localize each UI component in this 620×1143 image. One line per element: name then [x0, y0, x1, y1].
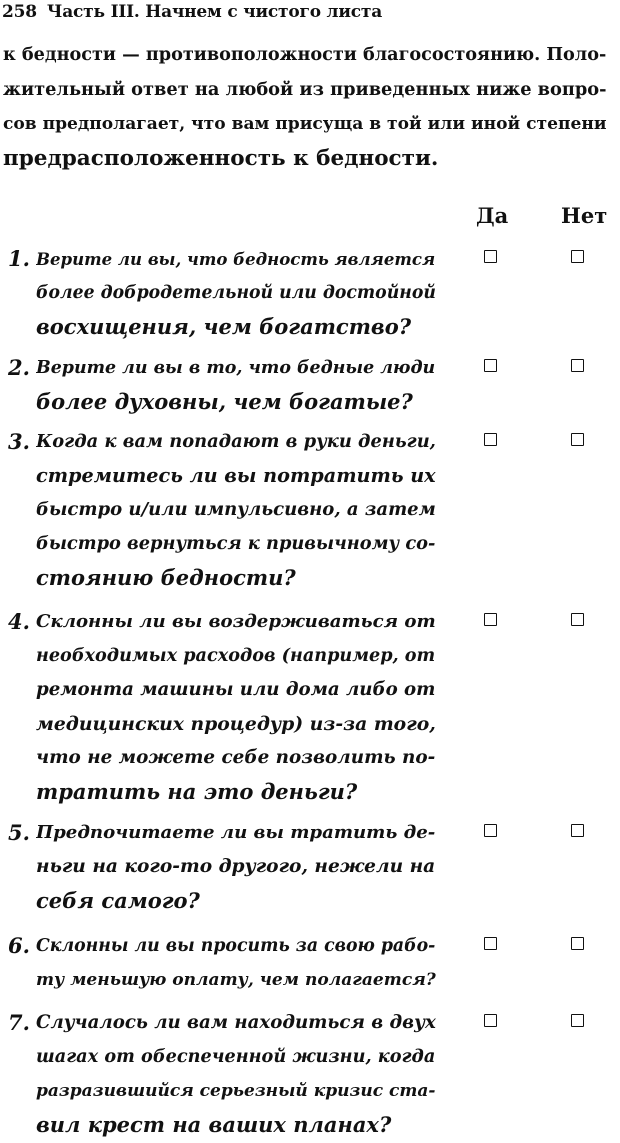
- intro-line: жительный ответ на любой из приведенных ниже вопро-: [3, 78, 607, 100]
- question-line: что не можете себе позволить по-: [36, 747, 436, 768]
- question-line: более духовны, чем богатые?: [36, 389, 413, 414]
- question-number: 4.: [8, 609, 30, 634]
- question-line: разразившийся серьезный кризис ста-: [36, 1081, 436, 1101]
- question-line: Когда к вам попадают в руки деньги,: [36, 431, 436, 452]
- question-line: шагах от обеспеченной жизни, когда: [36, 1046, 436, 1067]
- intro-line: сов предполагает, что вам присуща в той или иной степени: [3, 114, 607, 134]
- checkbox-no[interactable]: [571, 433, 584, 446]
- question-line: Склонны ли вы просить за свою рабо-: [36, 936, 436, 956]
- checkbox-yes[interactable]: [484, 937, 497, 950]
- checkbox-yes[interactable]: [484, 250, 497, 263]
- question-line: Предпочитаете ли вы тратить де-: [36, 822, 436, 843]
- column-header-no: Нет: [561, 203, 608, 228]
- checkbox-yes[interactable]: [484, 359, 497, 372]
- question-line: более добродетельной или достойной: [36, 283, 436, 303]
- question-line: ремонта машины или дома либо от: [36, 679, 436, 700]
- intro-line: к бедности — противоположности благосостоянию. Поло-: [3, 44, 607, 65]
- question-line: необходимых расходов (например, от: [36, 645, 436, 666]
- question-line: ту меньшую оплату, чем полагается?: [36, 970, 436, 990]
- question-text: [36, 242, 440, 344]
- checkbox-yes[interactable]: [484, 1014, 497, 1027]
- question-text: [36, 351, 440, 419]
- question-line: ньги на кого-то другого, нежели на: [36, 856, 436, 877]
- question-text: [36, 929, 440, 997]
- question-text: [36, 605, 440, 809]
- checkbox-no[interactable]: [571, 250, 584, 263]
- page-number: 258: [2, 2, 37, 22]
- intro-paragraph: [3, 38, 613, 176]
- question-line: тратить на это деньги?: [36, 779, 358, 804]
- checkbox-no[interactable]: [571, 824, 584, 837]
- question-line: Случалось ли вам находиться в двух: [36, 1012, 436, 1033]
- question-number: 1.: [8, 246, 30, 271]
- checkbox-no[interactable]: [571, 359, 584, 372]
- question-line: себя самого?: [36, 888, 200, 913]
- question-text: [36, 1006, 440, 1142]
- question-number: 7.: [8, 1010, 30, 1035]
- question-text: [36, 816, 440, 918]
- question-number: 5.: [8, 820, 30, 845]
- question-line: быстро и/или импульсивно, а затем: [36, 499, 436, 520]
- checkbox-yes[interactable]: [484, 433, 497, 446]
- checkbox-no[interactable]: [571, 1014, 584, 1027]
- question-line: быстро вернуться к привычному со-: [36, 533, 436, 554]
- question-line: Верите ли вы, что бедность является: [36, 249, 436, 269]
- checkbox-no[interactable]: [571, 937, 584, 950]
- question-line: восхищения, чем богатство?: [36, 314, 412, 339]
- question-line: вил крест на ваших планах?: [36, 1112, 392, 1137]
- question-line: Склонны ли вы воздерживаться от: [36, 611, 436, 632]
- question-number: 2.: [8, 355, 30, 380]
- question-line: стремитесь ли вы потратить их: [36, 464, 436, 487]
- intro-line: предрасположенность к бедности.: [3, 145, 439, 171]
- question-line: медицинских процедур) из-за того,: [36, 713, 436, 735]
- column-header-yes: Да: [476, 203, 509, 228]
- running-title: Часть III. Начнем с чистого листа: [46, 2, 383, 22]
- question-text: [36, 425, 440, 595]
- question-number: 6.: [8, 933, 30, 958]
- running-head: [2, 2, 382, 22]
- question-line: Верите ли вы в то, что бедные люди: [36, 358, 436, 378]
- question-number: 3.: [8, 429, 30, 454]
- checkbox-no[interactable]: [571, 613, 584, 626]
- checkbox-yes[interactable]: [484, 613, 497, 626]
- question-line: стоянию бедности?: [36, 565, 296, 590]
- checkbox-yes[interactable]: [484, 824, 497, 837]
